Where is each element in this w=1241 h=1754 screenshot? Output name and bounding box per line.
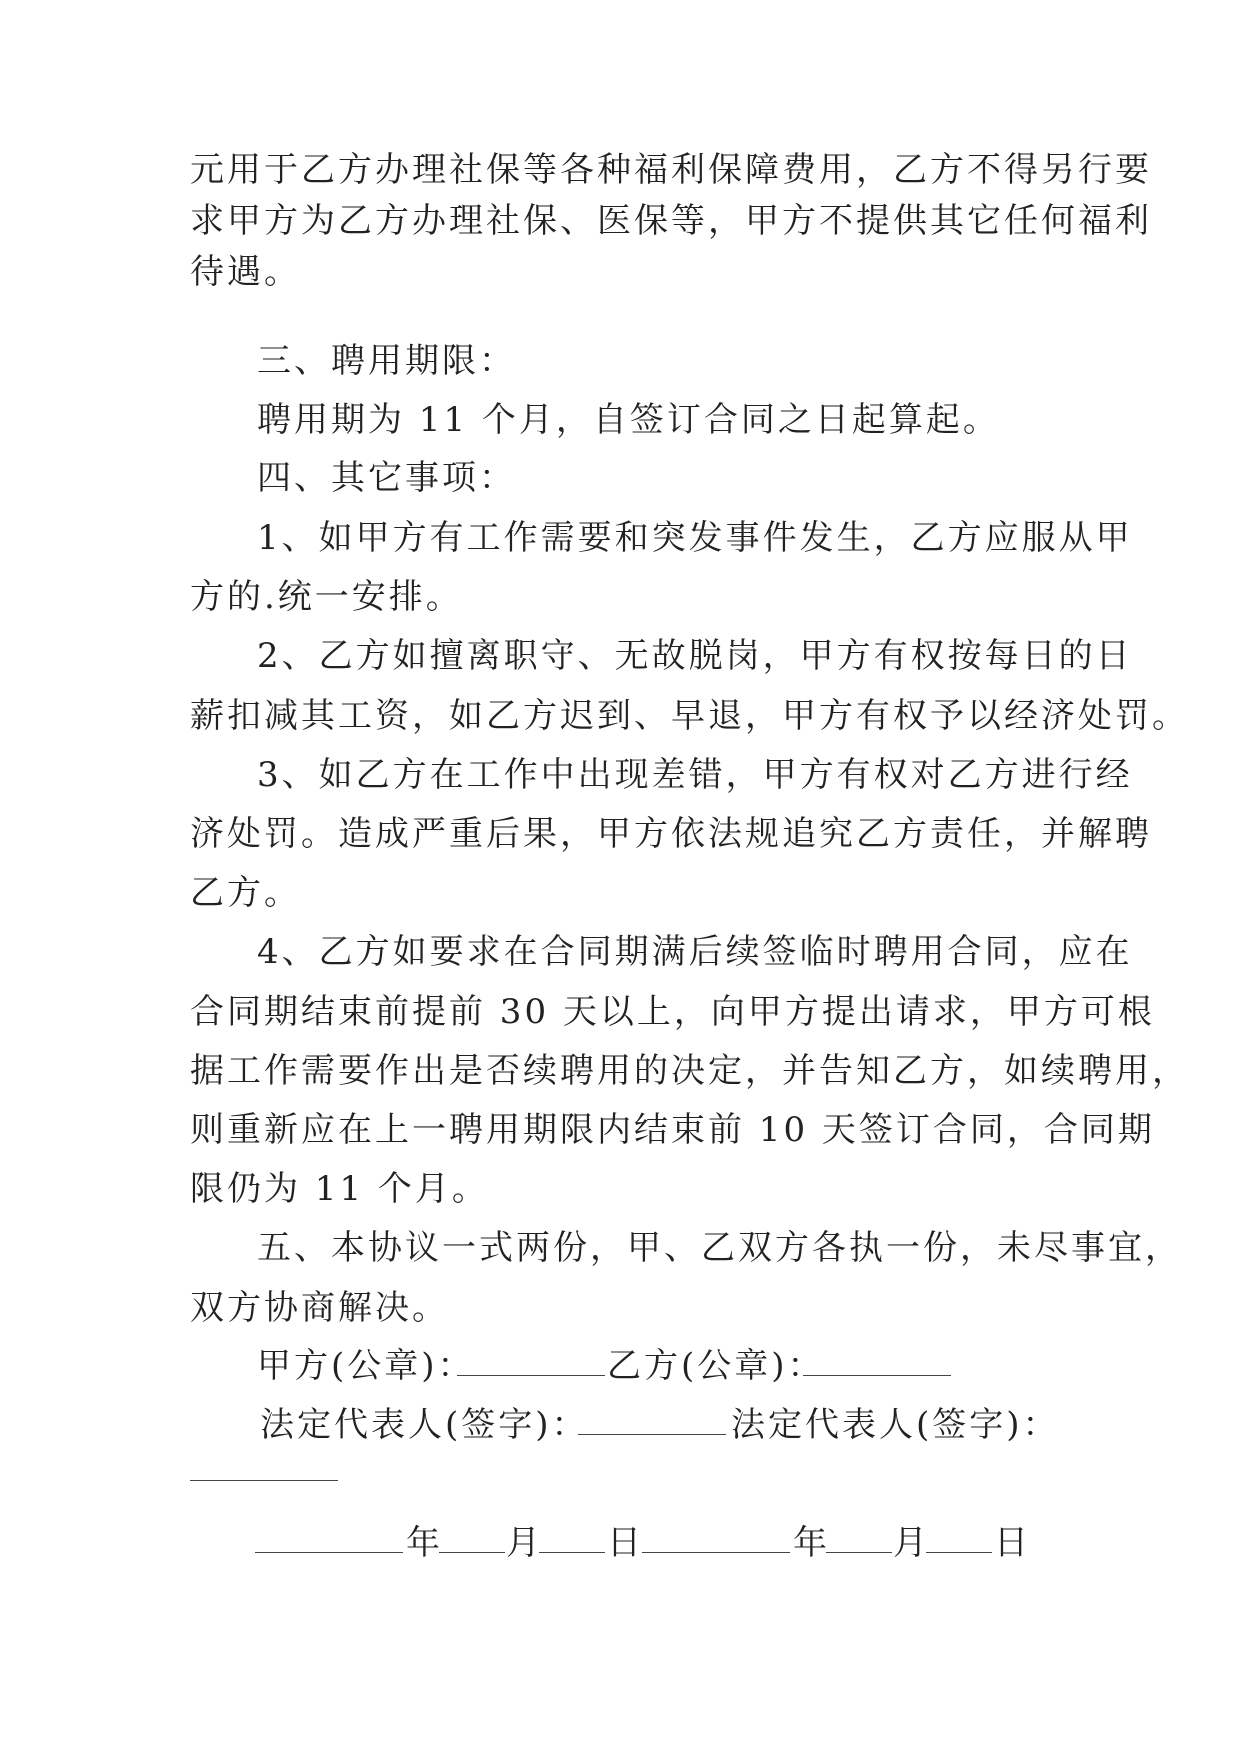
legal-rep-a-blank[interactable] [578, 1434, 726, 1435]
date-a-day-blank[interactable] [539, 1552, 605, 1553]
text-line: 3、如乙方在工作中出现差错，甲方有权对乙方进行经 [257, 755, 1133, 795]
date-b-day-blank[interactable] [926, 1552, 992, 1553]
text-line: 合同期结束前提前 30 天以上，向甲方提出请求，甲方可根 [190, 992, 1155, 1032]
section-heading: 四、其它事项： [257, 458, 516, 498]
date-b-month-blank[interactable] [826, 1552, 892, 1553]
date-a-year-label: 年 [406, 1523, 443, 1563]
text-line: 五、本协议一式两份，甲、乙双方各执一份，未尽事宜， [257, 1228, 1182, 1268]
text-line: 限仍为 11 个月。 [190, 1169, 489, 1209]
text-line: 薪扣减其工资，如乙方迟到、早退，甲方有权予以经济处罚。 [190, 696, 1189, 736]
section-heading: 三、聘用期限： [257, 341, 516, 381]
legal-rep-b-blank[interactable] [190, 1480, 338, 1481]
text-line: 双方协商解决。 [190, 1288, 449, 1328]
date-a-month-blank[interactable] [439, 1552, 505, 1553]
date-b-day-label: 日 [994, 1523, 1031, 1563]
date-b-year-blank[interactable] [642, 1552, 790, 1553]
text-line: 待遇。 [190, 252, 301, 292]
legal-rep-a-label: 法定代表人(签字)： [260, 1405, 589, 1445]
date-a-day-label: 日 [607, 1523, 644, 1563]
legal-rep-b-label: 法定代表人(签字)： [731, 1405, 1060, 1445]
date-b-year-label: 年 [793, 1523, 830, 1563]
text-line: 求甲方为乙方办理社保、医保等，甲方不提供其它任何福利 [190, 201, 1152, 241]
text-line: 2、乙方如擅离职守、无故脱岗，甲方有权按每日的日 [257, 636, 1133, 676]
party-a-seal-blank[interactable] [457, 1375, 605, 1376]
text-line: 济处罚。造成严重后果，甲方依法规追究乙方责任，并解聘 [190, 814, 1152, 854]
date-b-month-label: 月 [893, 1523, 930, 1563]
text-line: 据工作需要作出是否续聘用的决定，并告知乙方，如续聘用， [190, 1051, 1189, 1091]
text-line: 4、乙方如要求在合同期满后续签临时聘用合同，应在 [257, 932, 1133, 972]
party-b-seal-label: 乙方(公章)： [607, 1346, 825, 1386]
text-line: 则重新应在上一聘用期限内结束前 10 天签订合同，合同期 [190, 1110, 1155, 1150]
party-a-seal-label: 甲方(公章)： [257, 1346, 475, 1386]
text-line: 乙方。 [190, 873, 301, 913]
text-line: 1、如甲方有工作需要和突发事件发生，乙方应服从甲 [257, 518, 1133, 558]
party-b-seal-blank[interactable] [803, 1375, 951, 1376]
text-line: 元用于乙方办理社保等各种福利保障费用，乙方不得另行要 [190, 150, 1152, 190]
text-line: 聘用期为 11 个月，自签订合同之日起算起。 [257, 400, 1000, 440]
date-a-month-label: 月 [506, 1523, 543, 1563]
date-a-year-blank[interactable] [255, 1552, 403, 1553]
text-line: 方的.统一安排。 [190, 577, 463, 617]
